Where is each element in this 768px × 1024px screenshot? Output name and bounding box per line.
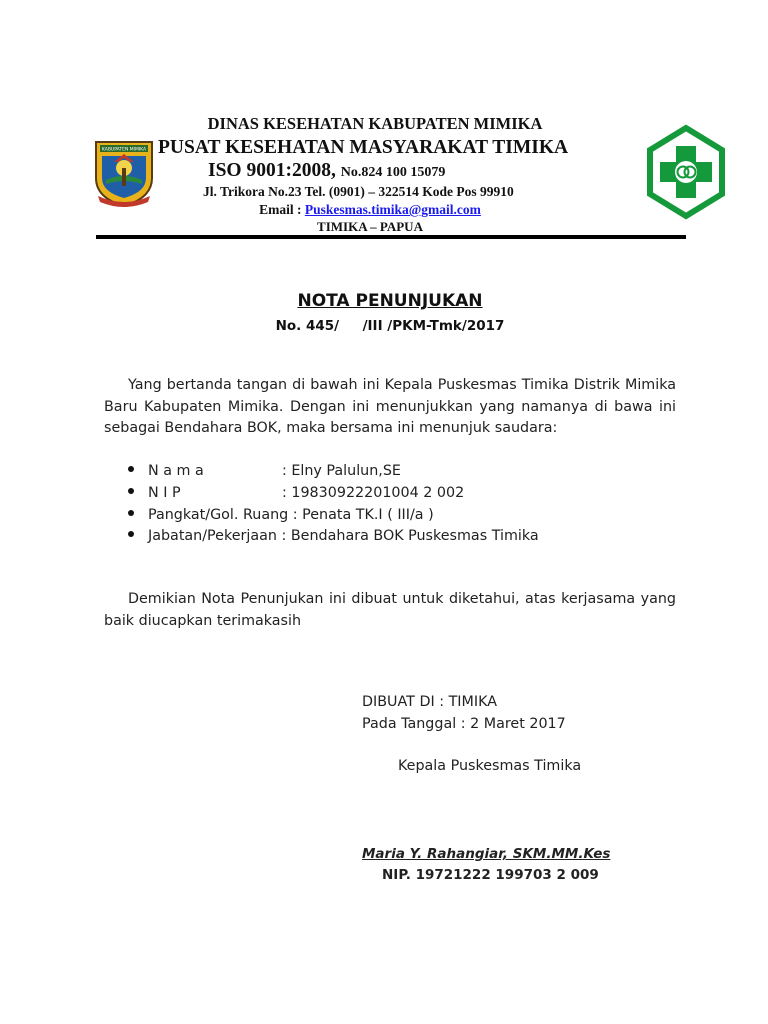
detail-label: N I P — [148, 485, 181, 501]
detail-row-position — [128, 528, 539, 544]
detail-label: Pangkat/Gol. Ruang — [148, 507, 289, 523]
agency-name: DINAS KESEHATAN KABUPATEN MIMIKA — [207, 114, 543, 133]
detail-value: : Bendahara BOK Puskesmas Timika — [281, 528, 539, 544]
document-title: NOTA PENUNJUKAN — [297, 291, 483, 311]
signer-nip: NIP. 19721222 199703 2 009 — [382, 867, 599, 883]
document-number: No. 445/ /III /PKM-Tmk/2017 — [275, 318, 505, 334]
address-line: Jl. Trikora No.23 Tel. (0901) – 322514 Kode Pos 99910 — [203, 184, 514, 199]
email-line — [200, 202, 540, 218]
detail-value: : Elny Palulun,SE — [282, 463, 401, 479]
detail-row-nip — [128, 485, 464, 501]
city-line: TIMIKA – PAPUA — [317, 219, 423, 234]
svg-text:KABUPATEN MIMIKA: KABUPATEN MIMIKA — [101, 147, 147, 153]
detail-value: : 19830922201004 2 002 — [282, 485, 465, 501]
issued-place: DIBUAT DI : TIMIKA — [362, 694, 497, 710]
regency-seal-logo — [92, 138, 156, 208]
header-divider — [96, 235, 686, 239]
detail-label: Jabatan/Pekerjaan — [148, 528, 277, 544]
institution-name: PUSAT KESEHATAN MASYARAKAT TIMIKA — [158, 137, 569, 158]
bullet-icon — [128, 466, 134, 472]
iso-label: ISO 9001:2008, — [208, 160, 336, 181]
detail-row-name — [128, 463, 401, 479]
email-label: Email : — [259, 202, 302, 217]
puskesmas-logo — [646, 124, 726, 220]
issued-date: Pada Tanggal : 2 Maret 2017 — [362, 716, 566, 732]
closing-paragraph: Demikian Nota Penunjukan ini dibuat untuk diketahui, atas kerjasama yang baik diucapkan terimakasih — [104, 591, 676, 629]
signer-position: Kepala Puskesmas Timika — [398, 758, 582, 774]
intro-paragraph: Yang bertanda tangan di bawah ini Kepala Puskesmas Timika Distrik Mimika Baru Kabupaten Mimika. Dengan ini menunjukkan yang namanya di bawa ini sebagai Bendahara BOK, maka bersama ini menunjuk saudara: — [104, 377, 676, 436]
bullet-icon — [128, 531, 134, 537]
detail-value: : Penata TK.I ( III/a ) — [292, 507, 434, 523]
bullet-icon — [128, 510, 134, 516]
bullet-icon — [128, 488, 134, 494]
email-link[interactable]: Puskesmas.timika@gmail.com — [304, 202, 481, 217]
detail-row-rank — [128, 507, 434, 523]
iso-number: No.824 100 15079 — [340, 165, 446, 180]
iso-certification — [208, 160, 445, 182]
detail-label: N a m a — [148, 463, 204, 479]
signer-name: Maria Y. Rahangiar, SKM.MM.Kes — [362, 846, 611, 862]
